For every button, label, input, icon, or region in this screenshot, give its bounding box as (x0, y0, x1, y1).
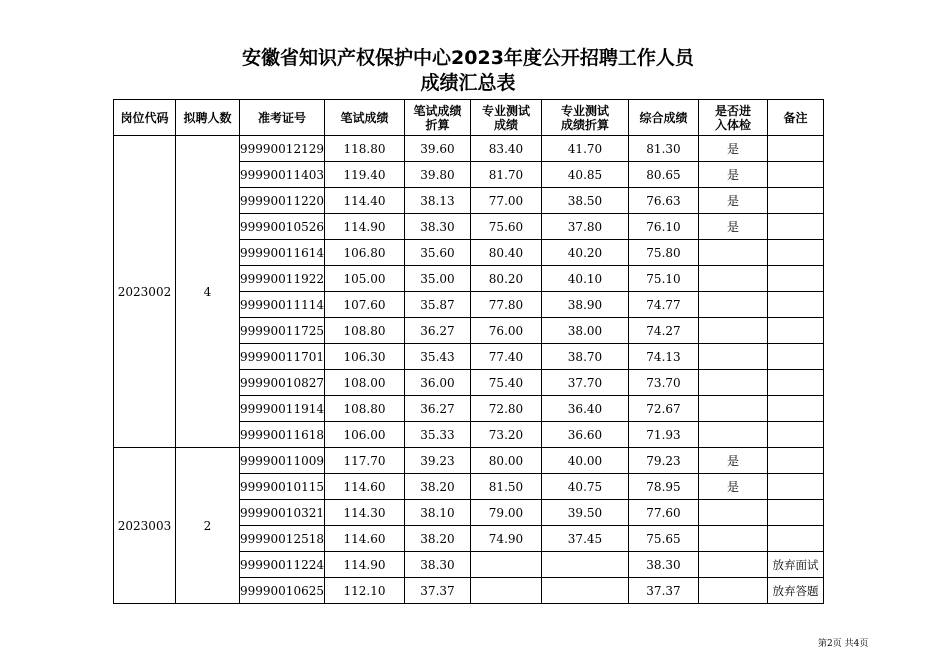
header-prof (470, 100, 541, 136)
header-written-conv-line1: 笔试成绩 (413, 103, 462, 118)
remark-cell (767, 162, 823, 188)
prof-cell: 83.40 (470, 136, 541, 162)
prof-conv-cell: 38.90 (541, 292, 628, 318)
total-cell: 80.65 (628, 162, 698, 188)
header-exam-line1: 是否进 (714, 103, 751, 118)
prof-conv-cell: 40.20 (541, 240, 628, 266)
ticket-cell: 99990011220 (240, 188, 325, 214)
header-prof-conv (541, 100, 628, 136)
written-conv-cell: 35.87 (404, 292, 470, 318)
prof-conv-cell: 41.70 (541, 136, 628, 162)
written-cell: 105.00 (324, 266, 404, 292)
prof-cell: 74.90 (470, 526, 541, 552)
prof-cell: 81.70 (470, 162, 541, 188)
total-cell: 74.27 (628, 318, 698, 344)
ticket-cell: 99990011224 (240, 552, 325, 578)
remark-cell (767, 396, 823, 422)
written-conv-cell: 38.10 (404, 500, 470, 526)
prof-conv-cell: 40.00 (541, 448, 628, 474)
exam-cell (698, 240, 767, 266)
exam-cell (698, 292, 767, 318)
prof-conv-cell: 38.00 (541, 318, 628, 344)
total-cell: 77.60 (628, 500, 698, 526)
header-written-conv (404, 100, 470, 136)
written-cell: 114.40 (324, 188, 404, 214)
prof-cell: 79.00 (470, 500, 541, 526)
prof-conv-cell: 37.45 (541, 526, 628, 552)
exam-cell (698, 344, 767, 370)
total-cell: 72.67 (628, 396, 698, 422)
post-code-cell: 2023002 (114, 136, 176, 448)
exam-cell: 是 (698, 214, 767, 240)
prof-conv-cell: 38.70 (541, 344, 628, 370)
remark-cell (767, 474, 823, 500)
written-conv-cell: 38.13 (404, 188, 470, 214)
written-conv-cell: 38.20 (404, 526, 470, 552)
prof-cell: 77.00 (470, 188, 541, 214)
ticket-cell: 99990011725 (240, 318, 325, 344)
prof-conv-cell: 37.80 (541, 214, 628, 240)
document-title: 安徽省知识产权保护中心2023年度公开招聘工作人员 (242, 47, 694, 69)
written-cell: 106.80 (324, 240, 404, 266)
total-cell: 78.95 (628, 474, 698, 500)
ticket-cell: 99990011914 (240, 396, 325, 422)
remark-cell (767, 292, 823, 318)
exam-cell: 是 (698, 136, 767, 162)
ticket-cell: 99990011403 (240, 162, 325, 188)
ticket-cell: 99990011614 (240, 240, 325, 266)
written-cell: 114.60 (324, 474, 404, 500)
exam-cell: 是 (698, 474, 767, 500)
prof-cell: 75.40 (470, 370, 541, 396)
header-prof-conv-line2: 成绩折算 (560, 117, 609, 132)
written-cell: 107.60 (324, 292, 404, 318)
header-prof-line1: 专业测试 (481, 103, 530, 118)
written-conv-cell: 38.20 (404, 474, 470, 500)
prof-cell: 80.20 (470, 266, 541, 292)
header-remark: 备注 (767, 100, 823, 136)
prof-cell: 72.80 (470, 396, 541, 422)
ticket-cell: 99990011009 (240, 448, 325, 474)
remark-cell (767, 448, 823, 474)
prof-conv-cell: 39.50 (541, 500, 628, 526)
remark-cell (767, 136, 823, 162)
ticket-cell: 99990011114 (240, 292, 325, 318)
ticket-cell: 99990010827 (240, 370, 325, 396)
written-conv-cell: 39.80 (404, 162, 470, 188)
written-conv-cell: 36.00 (404, 370, 470, 396)
total-cell: 71.93 (628, 422, 698, 448)
prof-cell: 73.20 (470, 422, 541, 448)
post-code-cell: 2023003 (114, 448, 176, 604)
written-cell: 106.00 (324, 422, 404, 448)
exam-cell: 是 (698, 448, 767, 474)
written-cell: 114.30 (324, 500, 404, 526)
remark-cell (767, 370, 823, 396)
ticket-cell: 99990010321 (240, 500, 325, 526)
written-conv-cell: 39.60 (404, 136, 470, 162)
total-cell: 73.70 (628, 370, 698, 396)
prof-conv-cell: 40.10 (541, 266, 628, 292)
written-cell: 119.40 (324, 162, 404, 188)
exam-cell (698, 578, 767, 604)
exam-cell (698, 500, 767, 526)
remark-cell (767, 318, 823, 344)
score-table (113, 99, 824, 604)
exam-cell (698, 526, 767, 552)
total-cell: 37.37 (628, 578, 698, 604)
total-cell: 74.77 (628, 292, 698, 318)
total-cell: 76.63 (628, 188, 698, 214)
document-subtitle: 成绩汇总表 (420, 72, 516, 94)
hire-count-cell: 4 (176, 136, 240, 448)
prof-conv-cell: 38.50 (541, 188, 628, 214)
remark-cell (767, 422, 823, 448)
header-written: 笔试成绩 (324, 100, 404, 136)
remark-cell: 放弃面试 (767, 552, 823, 578)
written-cell: 108.80 (324, 318, 404, 344)
written-cell: 106.30 (324, 344, 404, 370)
prof-conv-cell: 37.70 (541, 370, 628, 396)
written-conv-cell: 35.00 (404, 266, 470, 292)
ticket-cell: 99990011618 (240, 422, 325, 448)
prof-conv-cell: 40.85 (541, 162, 628, 188)
remark-cell (767, 240, 823, 266)
header-written-conv-line2: 折算 (425, 117, 450, 132)
table-row (114, 136, 824, 162)
prof-cell: 80.00 (470, 448, 541, 474)
written-conv-cell: 39.23 (404, 448, 470, 474)
exam-cell (698, 422, 767, 448)
prof-cell: 75.60 (470, 214, 541, 240)
remark-cell (767, 266, 823, 292)
header-ticket-no: 准考证号 (240, 100, 325, 136)
written-cell: 114.90 (324, 552, 404, 578)
written-conv-cell: 37.37 (404, 578, 470, 604)
prof-cell: 77.40 (470, 344, 541, 370)
written-cell: 117.70 (324, 448, 404, 474)
written-conv-cell: 36.27 (404, 396, 470, 422)
exam-cell: 是 (698, 188, 767, 214)
exam-cell (698, 318, 767, 344)
ticket-cell: 99990010625 (240, 578, 325, 604)
ticket-cell: 99990012518 (240, 526, 325, 552)
prof-cell: 81.50 (470, 474, 541, 500)
prof-cell (470, 552, 541, 578)
prof-cell (470, 578, 541, 604)
ticket-cell: 99990011701 (240, 344, 325, 370)
ticket-cell: 99990012129 (240, 136, 325, 162)
header-hire-count: 拟聘人数 (176, 100, 240, 136)
header-exam (698, 100, 767, 136)
table-row (114, 448, 824, 474)
written-cell: 112.10 (324, 578, 404, 604)
total-cell: 74.13 (628, 344, 698, 370)
prof-cell: 77.80 (470, 292, 541, 318)
written-conv-cell: 35.43 (404, 344, 470, 370)
hire-count-cell: 2 (176, 448, 240, 604)
exam-cell (698, 266, 767, 292)
remark-cell (767, 188, 823, 214)
written-conv-cell: 38.30 (404, 214, 470, 240)
written-conv-cell: 36.27 (404, 318, 470, 344)
header-post-code: 岗位代码 (114, 100, 176, 136)
header-prof-conv-line1: 专业测试 (560, 103, 609, 118)
total-cell: 79.23 (628, 448, 698, 474)
written-conv-cell: 35.33 (404, 422, 470, 448)
written-cell: 118.80 (324, 136, 404, 162)
prof-conv-cell: 40.75 (541, 474, 628, 500)
ticket-cell: 99990010115 (240, 474, 325, 500)
written-conv-cell: 35.60 (404, 240, 470, 266)
written-cell: 114.60 (324, 526, 404, 552)
written-cell: 108.80 (324, 396, 404, 422)
remark-cell (767, 344, 823, 370)
prof-conv-cell (541, 578, 628, 604)
remark-cell: 放弃答题 (767, 578, 823, 604)
exam-cell (698, 396, 767, 422)
total-cell: 76.10 (628, 214, 698, 240)
exam-cell (698, 370, 767, 396)
total-cell: 81.30 (628, 136, 698, 162)
total-cell: 75.10 (628, 266, 698, 292)
prof-conv-cell: 36.40 (541, 396, 628, 422)
header-exam-line2: 入体检 (714, 117, 751, 132)
prof-conv-cell: 36.60 (541, 422, 628, 448)
written-cell: 108.00 (324, 370, 404, 396)
remark-cell (767, 214, 823, 240)
exam-cell: 是 (698, 162, 767, 188)
written-conv-cell: 38.30 (404, 552, 470, 578)
header-total: 综合成绩 (628, 100, 698, 136)
prof-conv-cell (541, 552, 628, 578)
ticket-cell: 99990010526 (240, 214, 325, 240)
total-cell: 75.80 (628, 240, 698, 266)
table-header-row (114, 100, 824, 136)
header-prof-line2: 成绩 (493, 117, 518, 132)
total-cell: 38.30 (628, 552, 698, 578)
exam-cell (698, 552, 767, 578)
prof-cell: 80.40 (470, 240, 541, 266)
prof-cell: 76.00 (470, 318, 541, 344)
remark-cell (767, 500, 823, 526)
written-cell: 114.90 (324, 214, 404, 240)
remark-cell (767, 526, 823, 552)
page-number: 第2页 共4页 (818, 639, 869, 649)
total-cell: 75.65 (628, 526, 698, 552)
ticket-cell: 99990011922 (240, 266, 325, 292)
